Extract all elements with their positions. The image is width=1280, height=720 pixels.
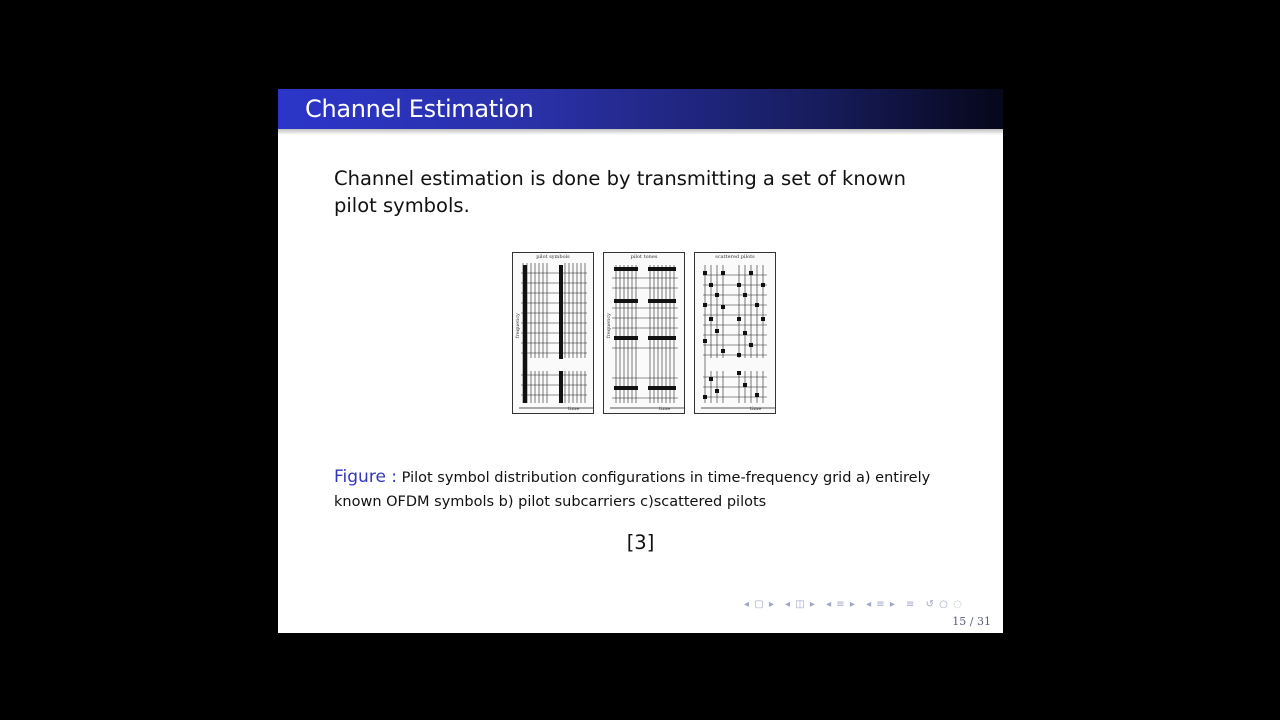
grid-scattered-pilots [695, 253, 775, 413]
figure-panel-scattered-pilots [694, 252, 776, 414]
panel-frequency-label: frequency [515, 313, 521, 339]
page-number: 15 / 31 [952, 615, 991, 628]
grid-pilot-symbols [513, 253, 593, 413]
nav-search-icon[interactable]: ↺ ○ ◌ [925, 599, 963, 610]
slide-title: Channel Estimation [305, 95, 534, 123]
panel-time-label: time [750, 406, 762, 412]
panel-frequency-label: frequency [606, 313, 612, 339]
grid-pilot-tones [604, 253, 684, 413]
figure-panel-pilot-symbols [512, 252, 594, 414]
beamer-navigation [744, 599, 969, 610]
panel-title: pilot symbols [536, 254, 570, 260]
nav-frame-icon[interactable]: ◂ ▢ ▸ [744, 599, 775, 610]
nav-part-icon[interactable]: ◂ ≡ ▸ [866, 599, 896, 610]
panel-time-label: time [659, 406, 671, 412]
body-text: Channel estimation is done by transmitting a set of known pilot symbols. [334, 167, 906, 217]
panel-title: scattered pilots [715, 254, 755, 260]
title-bar [278, 89, 1003, 129]
panel-time-label: time [568, 406, 580, 412]
figure-panel-pilot-tones [603, 252, 685, 414]
figure-caption [334, 465, 944, 514]
slide [278, 89, 1003, 633]
figure-label: Figure : [334, 467, 398, 487]
panel-title: pilot tones [630, 254, 658, 260]
nav-subsection-icon[interactable]: ◂ ◫ ▸ [785, 599, 816, 610]
citation: [3] [626, 531, 655, 554]
nav-toc-icon[interactable]: ≡ [906, 599, 916, 610]
caption-text: Pilot symbol distribution configurations in time-frequency grid a) entirely known OFDM symbols b) pilot subcarriers c)scattered pilots [334, 470, 931, 510]
nav-section-icon[interactable]: ◂ ≡ ▸ [826, 599, 856, 610]
